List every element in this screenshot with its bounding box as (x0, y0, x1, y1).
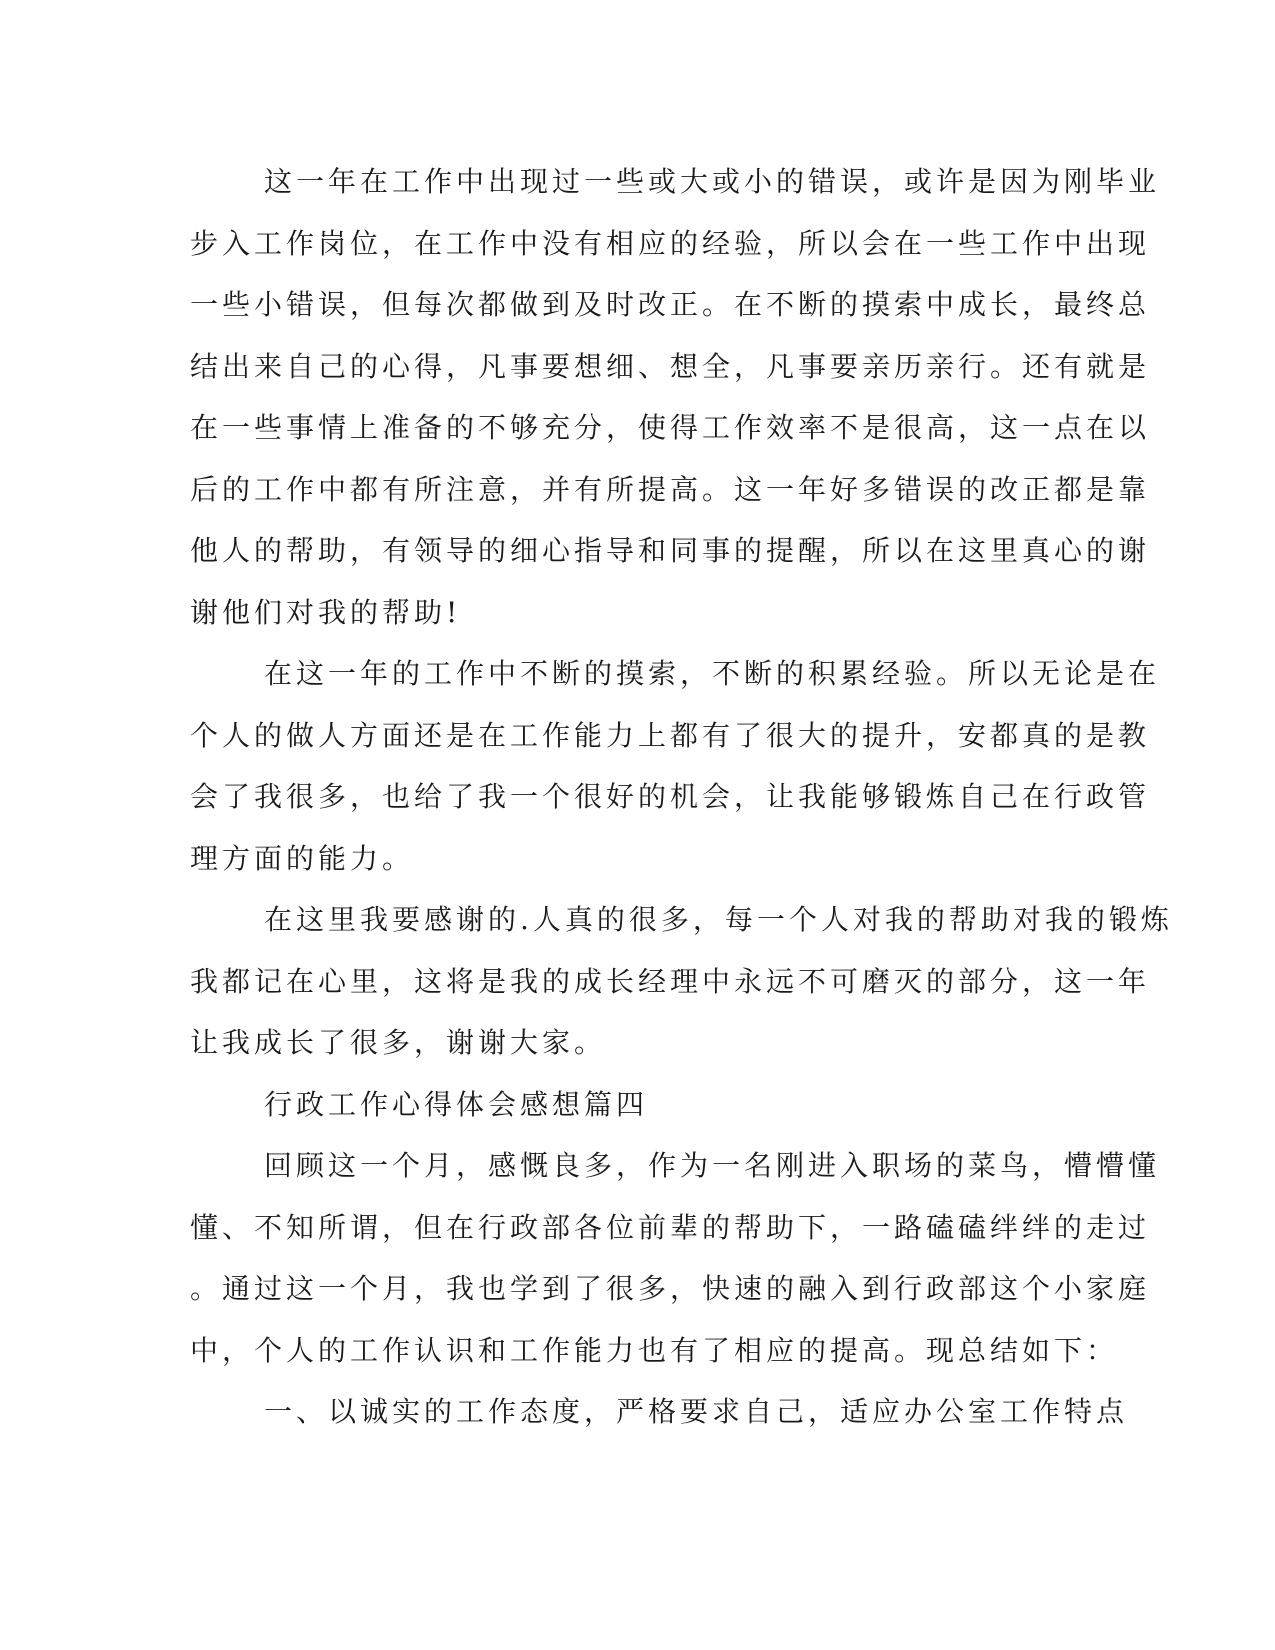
text-line: 一些小错误，但每次都做到及时改正。在不断的摸索中成长，最终总 (190, 288, 1151, 321)
text-line: 。通过这一个月，我也学到了很多，快速的融入到行政部这个小家庭 (190, 1272, 1151, 1305)
text-line: 会了我很多，也给了我一个很好的机会，让我能够锻炼自己在行政管 (190, 780, 1151, 813)
text-line: 理方面的能力。 (190, 841, 415, 875)
text-line: 结出来自己的心得，凡事要想细、想全，凡事要亲历亲行。还有就是 (190, 349, 1151, 383)
text-line: 在这里我要感谢的.人真的很多，每一个人对我的帮助对我的锻炼 (264, 903, 1173, 936)
text-line: 后的工作中都有所注意，并有所提高。这一年好多错误的改正都是靠 (190, 472, 1151, 506)
text-line: 我都记在心里，这将是我的成长经理中永远不可磨灭的部分，这一年 (190, 964, 1151, 998)
text-line: 懂、不知所谓，但在行政部各位前辈的帮助下，一路磕磕绊绊的走过 (190, 1210, 1151, 1244)
section-heading: 行政工作心得体会感想篇四 (264, 1087, 649, 1121)
text-line: 在一些事情上准备的不够充分，使得工作效率不是很高，这一点在以 (190, 411, 1151, 444)
text-line: 他人的帮助，有领导的细心指导和同事的提醒，所以在这里真心的谢 (190, 534, 1151, 567)
text-line: 中，个人的工作认识和工作能力也有了相应的提高。现总结如下： (190, 1333, 1119, 1367)
text-line: 这一年在工作中出现过一些或大或小的错误，或许是因为刚毕业 (264, 165, 1161, 198)
text-line: 在这一年的工作中不断的摸索，不断的积累经验。所以无论是在 (264, 657, 1161, 690)
document-body (190, 162, 1173, 1454)
text-line: 谢他们对我的帮助! (190, 595, 462, 629)
text-line: 步入工作岗位，在工作中没有相应的经验，所以会在一些工作中出现 (190, 226, 1151, 260)
text-line: 一、以诚实的工作态度，严格要求自己，适应办公室工作特点 (264, 1395, 1129, 1428)
text-line: 回顾这一个月，感慨良多，作为一名刚进入职场的菜鸟，懵懵懂 (264, 1149, 1161, 1182)
text-line: 个人的做人方面还是在工作能力上都有了很大的提升，安都真的是教 (190, 718, 1151, 752)
text-line: 让我成长了很多，谢谢大家。 (190, 1026, 607, 1059)
